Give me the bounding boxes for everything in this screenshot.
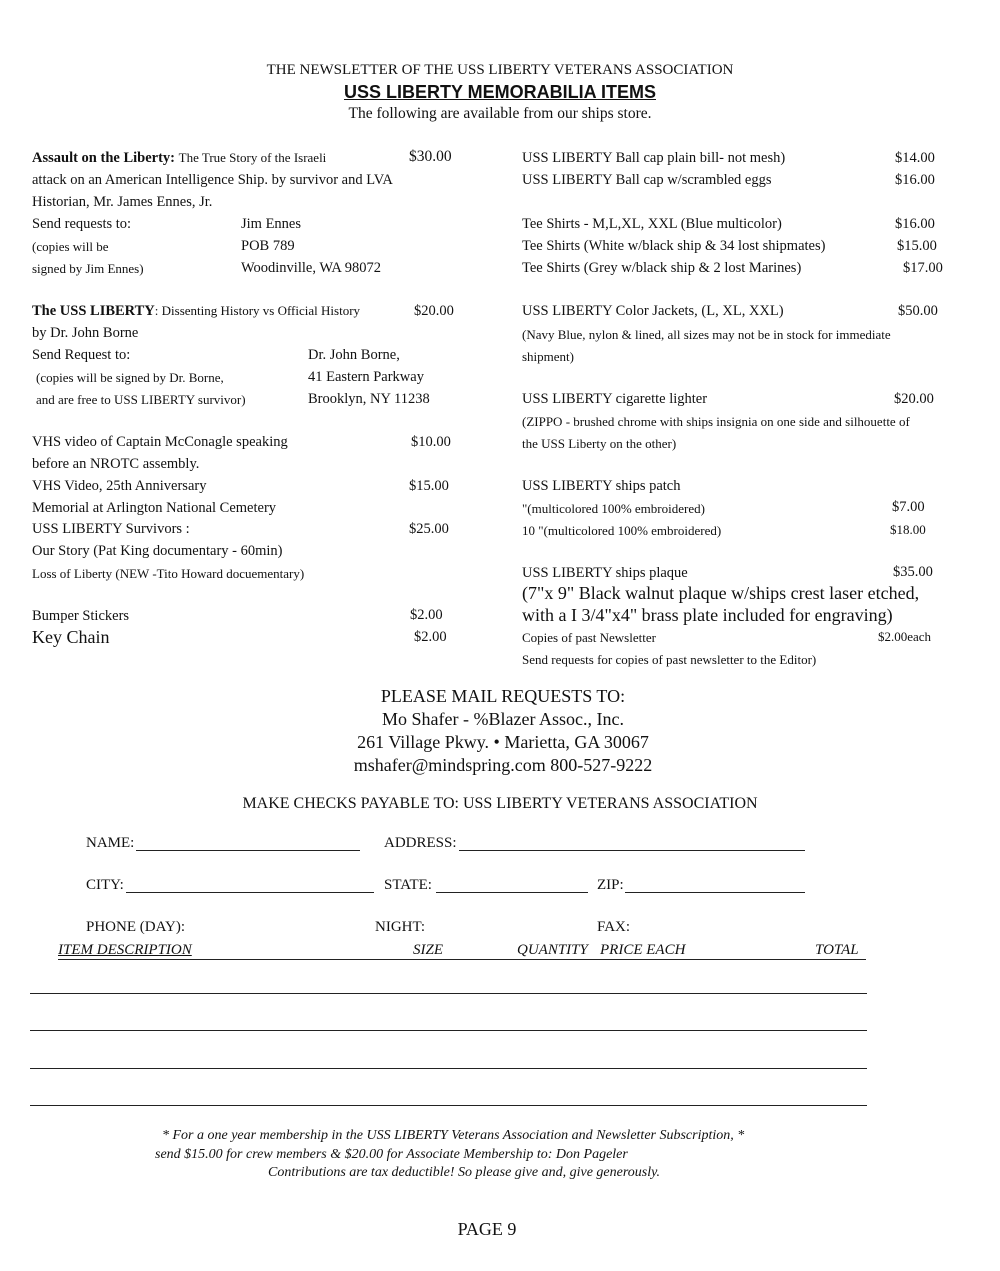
item-plaque-note1: (7"x 9" Black walnut plaque w/ships crest laser etched, bbox=[522, 583, 920, 603]
item-vhs1-price: $10.00 bbox=[411, 434, 451, 450]
item-vhs2-line1: VHS Video, 25th Anniversary bbox=[32, 478, 207, 494]
membership-line2: send $15.00 for crew members & $20.00 for Associate Membership to: Don Pageler bbox=[155, 1147, 628, 1162]
item-plaque-label: USS LIBERTY ships plaque bbox=[522, 565, 688, 581]
item-jacket-price: $50.00 bbox=[898, 303, 938, 319]
col-item-description: ITEM DESCRIPTION bbox=[58, 942, 192, 958]
order-line-1[interactable] bbox=[30, 993, 867, 994]
item-assault-addr2: POB 789 bbox=[241, 238, 295, 254]
membership-line3: Contributions are tax deductible! So please give and, give generously. bbox=[268, 1165, 661, 1180]
item-vhs1-line1: VHS video of Captain McConagle speaking bbox=[32, 434, 288, 450]
item-cap2-label: USS LIBERTY Ball cap w/scrambled eggs bbox=[522, 172, 772, 188]
item-borne-title-line bbox=[32, 303, 360, 320]
form-night-label: NIGHT: bbox=[375, 919, 426, 935]
item-patch-price1: $7.00 bbox=[892, 499, 925, 515]
item-assault-addr1: Jim Ennes bbox=[241, 216, 302, 232]
item-lighter-note1: (ZIPPO - brushed chrome with ships insignia on one side and silhouette of bbox=[522, 414, 910, 429]
mail-line1: Mo Shafer - %Blazer Assoc., Inc. bbox=[382, 709, 624, 729]
form-city-field[interactable] bbox=[126, 892, 374, 893]
item-borne-title: The USS LIBERTY bbox=[32, 303, 155, 319]
item-assault-note1: (copies will be bbox=[32, 239, 109, 254]
mail-line3: mshafer@mindspring.com 800-527-9222 bbox=[353, 755, 653, 775]
form-phone-label: PHONE (DAY): bbox=[86, 919, 186, 935]
item-copies-label: Copies of past Newsletter bbox=[522, 630, 656, 645]
item-borne-send-label: Send Request to: bbox=[32, 347, 131, 363]
item-vhs2-line2: Memorial at Arlington National Cemetery bbox=[32, 500, 277, 516]
item-vhs1-line2: before an NROTC assembly. bbox=[32, 456, 200, 472]
order-line-2[interactable] bbox=[30, 1030, 867, 1031]
mail-heading: PLEASE MAIL REQUESTS TO: bbox=[380, 686, 626, 706]
item-plaque-price: $35.00 bbox=[893, 564, 933, 580]
item-vhs2-price: $15.00 bbox=[409, 478, 449, 494]
form-state-field[interactable] bbox=[436, 892, 588, 893]
item-tee2-price: $15.00 bbox=[897, 238, 937, 254]
item-lighter-price: $20.00 bbox=[894, 391, 934, 407]
item-borne-addr1: Dr. John Borne, bbox=[308, 347, 400, 363]
item-patch-size2: 10 "(multicolored 100% embroidered) bbox=[522, 523, 722, 538]
form-name-field[interactable] bbox=[136, 850, 360, 851]
column-header-rule bbox=[58, 959, 866, 960]
item-tee3-label: Tee Shirts (Grey w/black ship & 2 lost Marines) bbox=[522, 260, 802, 276]
item-patch-label: USS LIBERTY ships patch bbox=[522, 478, 681, 494]
form-name-label: NAME: bbox=[86, 835, 135, 851]
item-cap1-label: USS LIBERTY Ball cap plain bill- not mesh) bbox=[522, 150, 786, 166]
item-cap1-price: $14.00 bbox=[895, 150, 935, 166]
membership-line1: * For a one year membership in the USS LIBERTY Veterans Association and Newsletter Subscription, * bbox=[162, 1128, 745, 1143]
form-fax-label: FAX: bbox=[597, 919, 631, 935]
item-jacket-note2: shipment) bbox=[522, 349, 574, 364]
page-subtitle: The following are available from our ships store. bbox=[348, 105, 652, 122]
item-assault-title-line bbox=[32, 150, 326, 167]
form-address-field[interactable] bbox=[459, 850, 805, 851]
item-keychain-label: Key Chain bbox=[32, 627, 110, 647]
item-assault-desc: The True Story of the Israeli bbox=[178, 150, 327, 165]
col-size: SIZE bbox=[413, 942, 443, 958]
form-zip-field[interactable] bbox=[625, 892, 805, 893]
form-city-label: CITY: bbox=[86, 877, 124, 893]
item-borne-desc2: by Dr. John Borne bbox=[32, 325, 139, 341]
form-zip-label: ZIP: bbox=[597, 877, 624, 893]
item-patch-price2: $18.00 bbox=[890, 522, 926, 537]
item-keychain-price: $2.00 bbox=[414, 629, 447, 645]
item-assault-desc3: Historian, Mr. James Ennes, Jr. bbox=[32, 194, 213, 210]
item-cap2-price: $16.00 bbox=[895, 172, 935, 188]
item-lighter-label: USS LIBERTY cigarette lighter bbox=[522, 391, 708, 407]
item-assault-desc2: attack on an American Intelligence Ship. by survivor and LVA bbox=[32, 172, 393, 188]
item-survivors-line2: Our Story (Pat King documentary - 60min) bbox=[32, 543, 283, 559]
item-borne-note1: (copies will be signed by Dr. Borne, bbox=[36, 370, 224, 385]
item-assault-price: $30.00 bbox=[409, 148, 452, 165]
item-assault-title: Assault on the Liberty: bbox=[32, 150, 175, 166]
item-copies-note: Send requests for copies of past newsletter to the Editor) bbox=[522, 652, 817, 667]
item-tee1-label: Tee Shirts - M,L,XL, XXL (Blue multicolor) bbox=[522, 216, 782, 232]
item-tee3-price: $17.00 bbox=[903, 260, 943, 276]
item-plaque-note2: with a I 3/4"x4" brass plate included for engraving) bbox=[522, 605, 893, 625]
item-assault-note2: signed by Jim Ennes) bbox=[32, 261, 144, 276]
item-tee1-price: $16.00 bbox=[895, 216, 935, 232]
item-survivors-price: $25.00 bbox=[409, 521, 449, 537]
item-survivors-line1: USS LIBERTY Survivors : bbox=[32, 521, 190, 537]
item-bumper-label: Bumper Stickers bbox=[32, 608, 130, 624]
item-tee2-label: Tee Shirts (White w/black ship & 34 lost shipmates) bbox=[522, 238, 826, 254]
page-number: PAGE 9 bbox=[457, 1219, 517, 1239]
newsletter-heading: THE NEWSLETTER OF THE USS LIBERTY VETERANS ASSOCIATION bbox=[266, 62, 734, 78]
col-quantity: QUANTITY bbox=[517, 942, 588, 958]
item-survivors-line3: Loss of Liberty (NEW -Tito Howard docuementary) bbox=[32, 566, 305, 581]
item-borne-price: $20.00 bbox=[414, 303, 454, 319]
col-price-each: PRICE EACH bbox=[600, 942, 686, 958]
page-title: USS LIBERTY MEMORABILIA ITEMS bbox=[343, 82, 656, 102]
item-assault-send-label: Send requests to: bbox=[32, 216, 132, 232]
form-state-label: STATE: bbox=[384, 877, 432, 893]
item-borne-addr2: 41 Eastern Parkway bbox=[308, 369, 424, 385]
checks-payable: MAKE CHECKS PAYABLE TO: USS LIBERTY VETERANS ASSOCIATION bbox=[242, 795, 758, 812]
item-borne-note2: and are free to USS LIBERTY survivor) bbox=[36, 392, 246, 407]
order-line-4[interactable] bbox=[30, 1105, 867, 1106]
item-bumper-price: $2.00 bbox=[410, 607, 443, 623]
item-assault-addr3: Woodinville, WA 98072 bbox=[241, 260, 381, 276]
item-copies-price: $2.00each bbox=[878, 629, 932, 644]
item-lighter-note2: the USS Liberty on the other) bbox=[522, 436, 677, 451]
mail-line2: 261 Village Pkwy. • Marietta, GA 30067 bbox=[357, 732, 649, 752]
form-address-label: ADDRESS: bbox=[384, 835, 457, 851]
item-patch-size1: "(multicolored 100% embroidered) bbox=[522, 501, 705, 516]
item-jacket-note1: (Navy Blue, nylon & lined, all sizes may not be in stock for immediate bbox=[522, 327, 891, 342]
col-total: TOTAL bbox=[815, 942, 859, 958]
order-line-3[interactable] bbox=[30, 1068, 867, 1069]
item-jacket-label: USS LIBERTY Color Jackets, (L, XL, XXL) bbox=[522, 303, 784, 319]
item-borne-addr3: Brooklyn, NY 11238 bbox=[308, 391, 430, 407]
item-borne-desc: : Dissenting History vs Official History bbox=[154, 303, 361, 318]
